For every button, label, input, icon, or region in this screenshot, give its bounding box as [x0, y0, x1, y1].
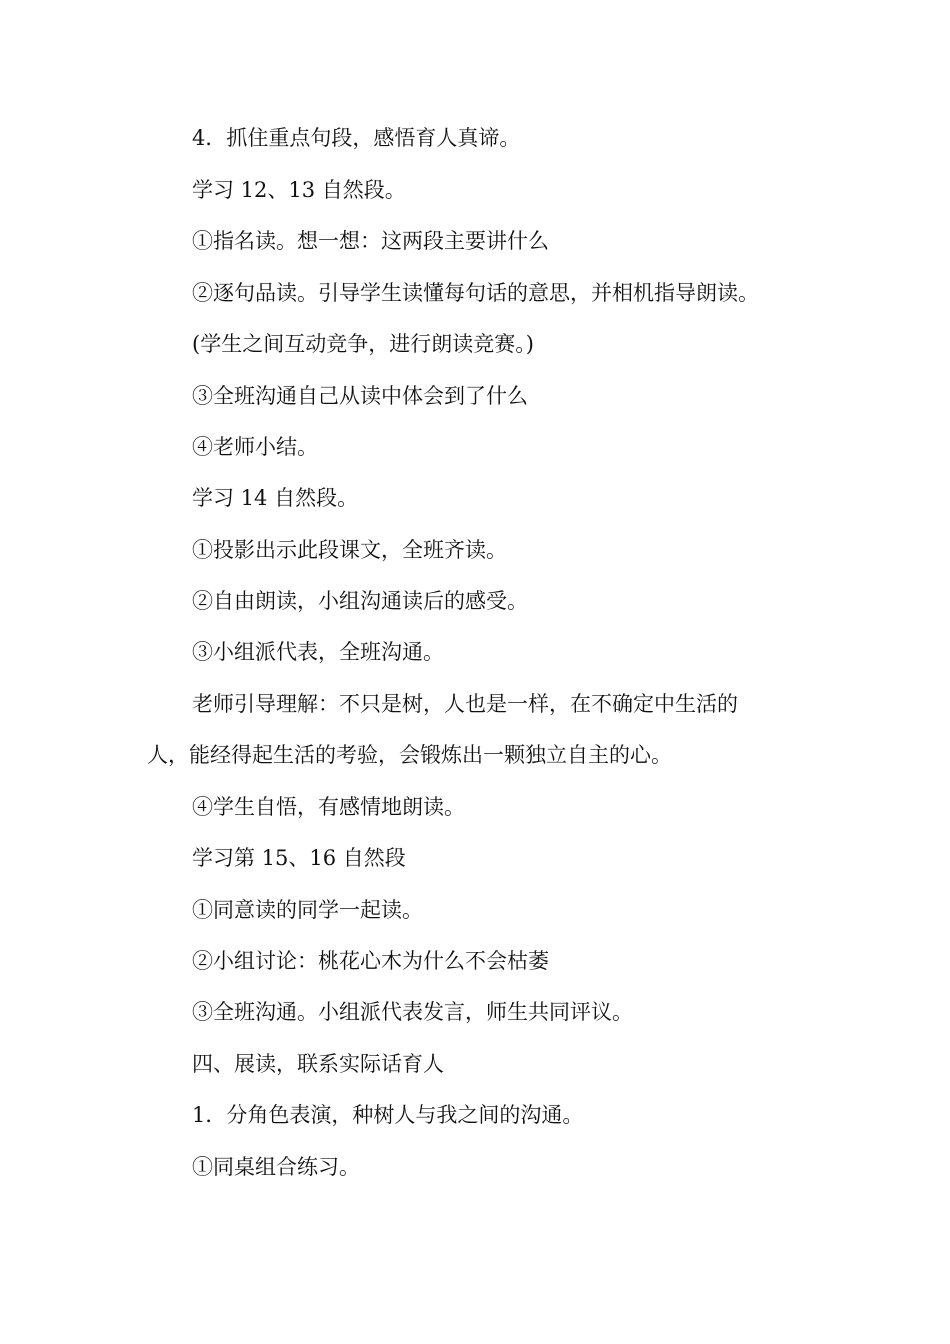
- paragraph: ③全班沟通。小组派代表发言，师生共同评议。: [192, 1000, 633, 1024]
- paragraph: ②小组讨论：桃花心木为什么不会枯萎: [192, 949, 549, 973]
- paragraph: 学习第 15、16 自然段: [192, 846, 406, 870]
- paragraph: ④学生自悟，有感情地朗读。: [192, 795, 465, 819]
- paragraph: ①同意读的同学一起读。: [192, 898, 423, 922]
- paragraph: (学生之间互动竞争，进行朗读竞赛。): [192, 332, 534, 356]
- paragraph: ③全班沟通自己从读中体会到了什么: [192, 384, 528, 408]
- section-heading: 四、展读，联系实际话育人: [192, 1052, 444, 1076]
- paragraph: ②自由朗读，小组沟通读后的感受。: [192, 589, 528, 613]
- paragraph: 老师引导理解：不只是树，人也是一样，在不确定中生活的: [192, 692, 738, 716]
- paragraph: ①指名读。想一想：这两段主要讲什么: [192, 229, 549, 253]
- paragraph-continuation: 人，能经得起生活的考验，会锻炼出一颗独立自主的心。: [147, 743, 672, 767]
- paragraph: 学习 12、13 自然段。: [192, 178, 406, 202]
- paragraph: ①同桌组合练习。: [192, 1155, 360, 1179]
- paragraph: ③小组派代表，全班沟通。: [192, 640, 444, 664]
- paragraph: 1．分角色表演，种树人与我之间的沟通。: [192, 1103, 584, 1127]
- paragraph: 学习 14 自然段。: [192, 486, 359, 510]
- paragraph: 4．抓住重点句段，感悟育人真谛。: [192, 126, 521, 150]
- paragraph: ①投影出示此段课文，全班齐读。: [192, 538, 507, 562]
- paragraph: ②逐句品读。引导学生读懂每句话的意思，并相机指导朗读。: [192, 281, 759, 305]
- paragraph: ④老师小结。: [192, 435, 318, 459]
